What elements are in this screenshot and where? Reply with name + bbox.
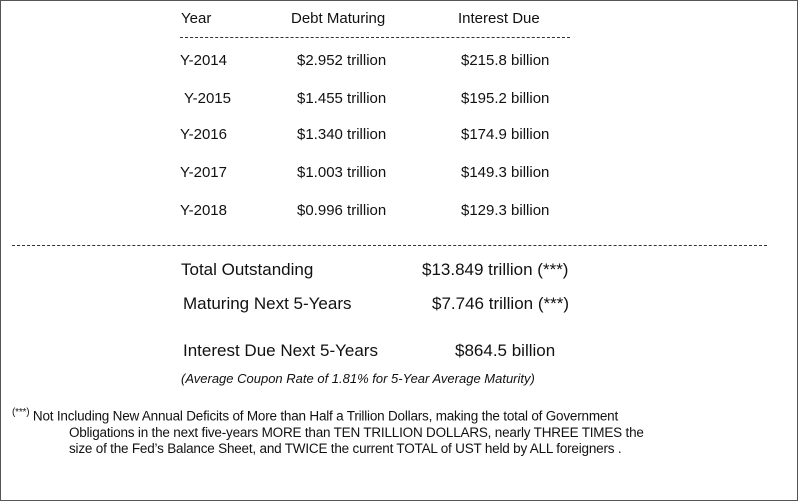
row-debt: $1.340 trillion xyxy=(297,126,387,143)
footnote-line-1: Not Including New Annual Deficits of More than Half a Trillion Dollars, making the total of Government xyxy=(32,408,619,424)
row-interest: $195.2 billion xyxy=(461,90,550,107)
header-divider xyxy=(180,37,570,38)
row-debt: $1.455 trillion xyxy=(297,90,387,107)
maturing-label: Maturing Next 5-Years xyxy=(183,294,352,313)
row-year: Y-2016 xyxy=(180,126,227,143)
row-interest: $129.3 billion xyxy=(461,202,550,219)
coupon-note: (Average Coupon Rate of 1.81% for 5-Year Average Maturity) xyxy=(181,371,535,386)
row-debt: $1.003 trillion xyxy=(297,164,387,181)
footnote-line-2: Obligations in the next five-years MORE than TEN TRILLION DOLLARS, nearly THREE TIMES the xyxy=(69,424,644,440)
row-year: Y-2015 xyxy=(184,90,231,107)
footnote-line-3: size of the Fed’s Balance Sheet, and TWICE the current TOTAL of UST held by ALL foreigners . xyxy=(69,440,622,456)
header-debt-maturing: Debt Maturing xyxy=(291,10,386,27)
row-debt: $0.996 trillion xyxy=(297,202,387,219)
interest-due-value: $864.5 billion xyxy=(455,341,556,360)
row-interest: $149.3 billion xyxy=(461,164,550,181)
total-outstanding-value: $13.849 trillion (***) xyxy=(422,260,569,279)
footnote-marker: (***) xyxy=(12,407,30,418)
section-divider xyxy=(12,245,767,246)
row-interest: $215.8 billion xyxy=(461,52,550,69)
row-year: Y-2017 xyxy=(180,164,227,181)
row-year: Y-2018 xyxy=(180,202,227,219)
header-year: Year xyxy=(181,10,212,27)
row-debt: $2.952 trillion xyxy=(297,52,387,69)
footnote xyxy=(12,405,792,457)
maturing-value: $7.746 trillion (***) xyxy=(432,294,570,313)
interest-due-label: Interest Due Next 5-Years xyxy=(183,341,378,360)
row-interest: $174.9 billion xyxy=(461,126,550,143)
total-outstanding-label: Total Outstanding xyxy=(181,260,314,279)
row-year: Y-2014 xyxy=(180,52,227,69)
header-interest-due: Interest Due xyxy=(458,10,540,27)
